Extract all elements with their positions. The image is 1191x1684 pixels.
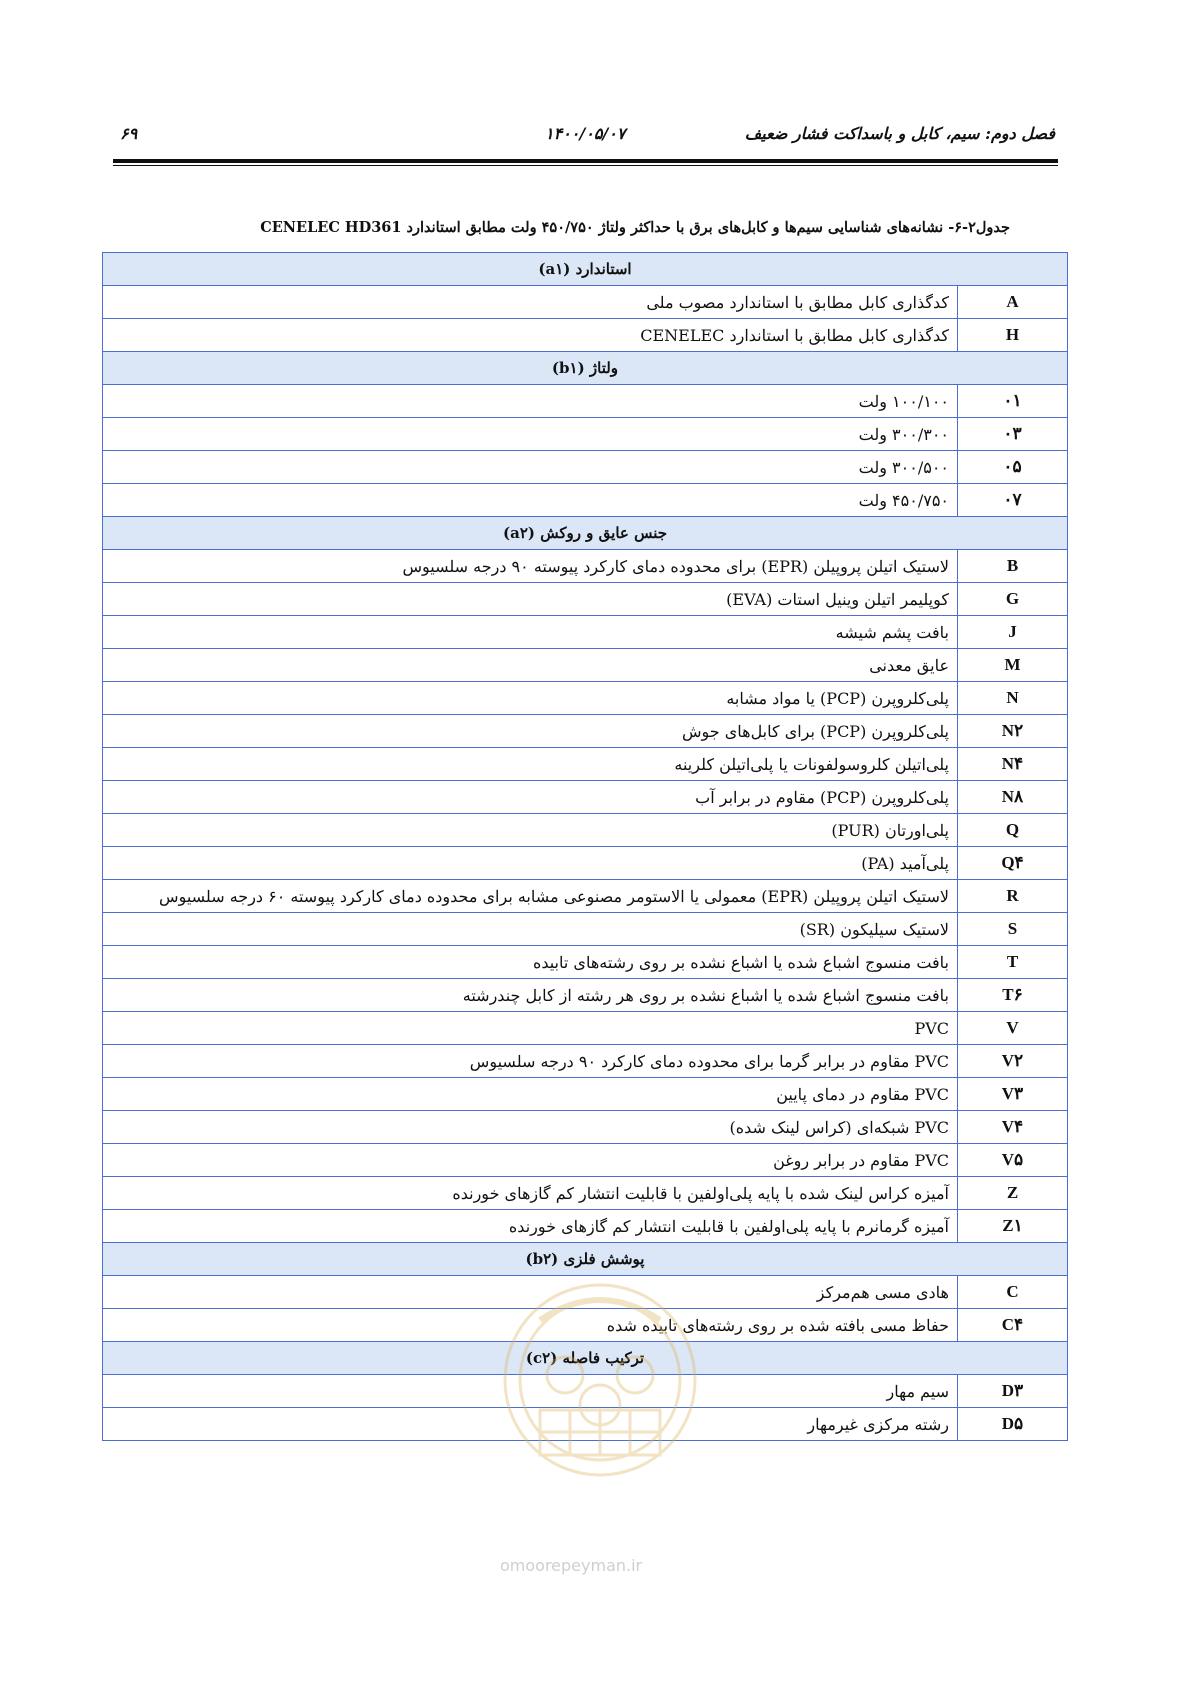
table-row	[103, 385, 1068, 418]
description-cell: ۴۵۰/۷۵۰ ولت	[103, 484, 958, 517]
table-row	[103, 1177, 1068, 1210]
page-number: ۶۹	[120, 124, 138, 143]
table-row	[103, 1012, 1068, 1045]
description-cell: بافت منسوج اشباع شده یا اشباع نشده بر روی رشته‌های تابیده	[103, 946, 958, 979]
code-cell: Q	[958, 814, 1068, 847]
code-cell: J	[958, 616, 1068, 649]
page-header	[115, 124, 1055, 150]
header-rule-thick	[113, 159, 1058, 163]
code-cell: ۰۷	[958, 484, 1068, 517]
code-cell: D۵	[958, 1408, 1068, 1441]
description-cell: PVC شبکه‌ای (کراس لینک شده)	[103, 1111, 958, 1144]
description-cell: پلی‌اتیلن کلروسولفونات یا پلی‌اتیلن کلرینه	[103, 748, 958, 781]
section-header-row	[103, 253, 1068, 286]
code-cell: V۴	[958, 1111, 1068, 1144]
table-row	[103, 682, 1068, 715]
description-cell: آمیزه گرمانرم با پایه پلی‌اولفین با قابلیت انتشار کم گازهای خورنده	[103, 1210, 958, 1243]
code-cell: Z۱	[958, 1210, 1068, 1243]
table-row	[103, 484, 1068, 517]
description-cell: حفاظ مسی بافته شده بر روی رشته‌های تابیده شده	[103, 1309, 958, 1342]
description-cell: کوپلیمر اتیلن وینیل استات (EVA)	[103, 583, 958, 616]
code-cell: Z	[958, 1177, 1068, 1210]
section-title: استاندارد (a۱)	[103, 253, 1068, 286]
code-cell: R	[958, 880, 1068, 913]
table-row	[103, 583, 1068, 616]
table-row	[103, 319, 1068, 352]
code-cell: N۸	[958, 781, 1068, 814]
code-cell: N۴	[958, 748, 1068, 781]
code-cell: G	[958, 583, 1068, 616]
description-cell: کدگذاری کابل مطابق با استاندارد مصوب ملی	[103, 286, 958, 319]
code-cell: Q۴	[958, 847, 1068, 880]
code-cell: H	[958, 319, 1068, 352]
code-cell: N۲	[958, 715, 1068, 748]
description-cell: آمیزه کراس لینک شده با پایه پلی‌اولفین با قابلیت انتشار کم گازهای خورنده	[103, 1177, 958, 1210]
table-row	[103, 880, 1068, 913]
description-cell: PVC مقاوم در برابر روغن	[103, 1144, 958, 1177]
table-row	[103, 418, 1068, 451]
watermark-logo	[480, 1260, 720, 1570]
description-cell: پلی‌اورتان (PUR)	[103, 814, 958, 847]
table-row	[103, 913, 1068, 946]
description-cell: PVC مقاوم در برابر گرما برای محدوده دمای کارکرد ۹۰ درجه سلسیوس	[103, 1045, 958, 1078]
description-cell: ۳۰۰/۵۰۰ ولت	[103, 451, 958, 484]
description-cell: لاستیک سیلیکون (SR)	[103, 913, 958, 946]
table-row	[103, 847, 1068, 880]
description-cell: کدگذاری کابل مطابق با استاندارد CENELEC	[103, 319, 958, 352]
description-cell: ۱۰۰/۱۰۰ ولت	[103, 385, 958, 418]
code-cell: T۶	[958, 979, 1068, 1012]
table-row	[103, 616, 1068, 649]
table-row	[103, 1111, 1068, 1144]
code-cell: ۰۳	[958, 418, 1068, 451]
code-cell: A	[958, 286, 1068, 319]
table-row	[103, 286, 1068, 319]
description-cell: بافت منسوج اشباع شده یا اشباع نشده بر روی هر رشته از کابل چندرشته	[103, 979, 958, 1012]
table-row	[103, 550, 1068, 583]
code-cell: ۰۵	[958, 451, 1068, 484]
chapter-title: فصل دوم: سیم، کابل و باسداکت فشار ضعیف	[744, 124, 1055, 143]
section-header-row	[103, 517, 1068, 550]
description-cell: سیم مهار	[103, 1375, 958, 1408]
description-cell: پلی‌آمید (PA)	[103, 847, 958, 880]
code-cell: V۳	[958, 1078, 1068, 1111]
table-row	[103, 649, 1068, 682]
table-row	[103, 781, 1068, 814]
code-cell: D۳	[958, 1375, 1068, 1408]
section-header-row	[103, 352, 1068, 385]
code-cell: V۲	[958, 1045, 1068, 1078]
section-title: پوشش فلزی (b۲)	[103, 1243, 1068, 1276]
description-cell: پلی‌کلروپرن (PCP) برای کابل‌های جوش	[103, 715, 958, 748]
code-cell: C۴	[958, 1309, 1068, 1342]
code-cell: ۰۱	[958, 385, 1068, 418]
table-caption: جدول۲-۶- نشانه‌های شناسایی سیم‌ها و کابل‌های برق با حداکثر ولتاژ ۴۵۰/۷۵۰ ولت مطابق استاندارد CENELEC HD361	[260, 219, 1010, 236]
description-cell: پلی‌کلروپرن (PCP) مقاوم در برابر آب	[103, 781, 958, 814]
description-cell: بافت پشم شیشه	[103, 616, 958, 649]
table-row	[103, 1144, 1068, 1177]
header-date: ۱۴۰۰/۰۵/۰۷	[545, 124, 626, 143]
table-row	[103, 1078, 1068, 1111]
code-cell: N	[958, 682, 1068, 715]
description-cell: لاستیک اتیلن پروپیلن (EPR) معمولی یا الاستومر مصنوعی مشابه برای محدوده دمای کارکرد پیوسته ۶۰ درجه سلسیوس	[103, 880, 958, 913]
section-title: ترکیب فاصله (c۲)	[103, 1342, 1068, 1375]
description-cell: ۳۰۰/۳۰۰ ولت	[103, 418, 958, 451]
code-cell: M	[958, 649, 1068, 682]
description-cell: رشته مرکزی غیرمهار	[103, 1408, 958, 1441]
code-cell: V	[958, 1012, 1068, 1045]
table-row	[103, 451, 1068, 484]
description-cell: PVC مقاوم در دمای پایین	[103, 1078, 958, 1111]
table-row	[103, 1045, 1068, 1078]
description-cell: PVC	[103, 1012, 958, 1045]
watermark-url: omoorepeyman.ir	[500, 1556, 643, 1575]
table-row	[103, 1210, 1068, 1243]
code-cell: B	[958, 550, 1068, 583]
description-cell: پلی‌کلروپرن (PCP) یا مواد مشابه	[103, 682, 958, 715]
table-row	[103, 946, 1068, 979]
description-cell: لاستیک اتیلن پروپیلن (EPR) برای محدوده دمای کارکرد پیوسته ۹۰ درجه سلسیوس	[103, 550, 958, 583]
description-cell: هادی مسی هم‌مرکز	[103, 1276, 958, 1309]
table-row	[103, 715, 1068, 748]
table-row	[103, 814, 1068, 847]
code-cell: V۵	[958, 1144, 1068, 1177]
code-cell: S	[958, 913, 1068, 946]
table-row	[103, 748, 1068, 781]
section-title: جنس عایق و روکش (a۲)	[103, 517, 1068, 550]
code-cell: T	[958, 946, 1068, 979]
code-cell: C	[958, 1276, 1068, 1309]
table-row	[103, 979, 1068, 1012]
section-title: ولتاژ (b۱)	[103, 352, 1068, 385]
description-cell: عایق معدنی	[103, 649, 958, 682]
header-rule-thin	[113, 165, 1058, 166]
